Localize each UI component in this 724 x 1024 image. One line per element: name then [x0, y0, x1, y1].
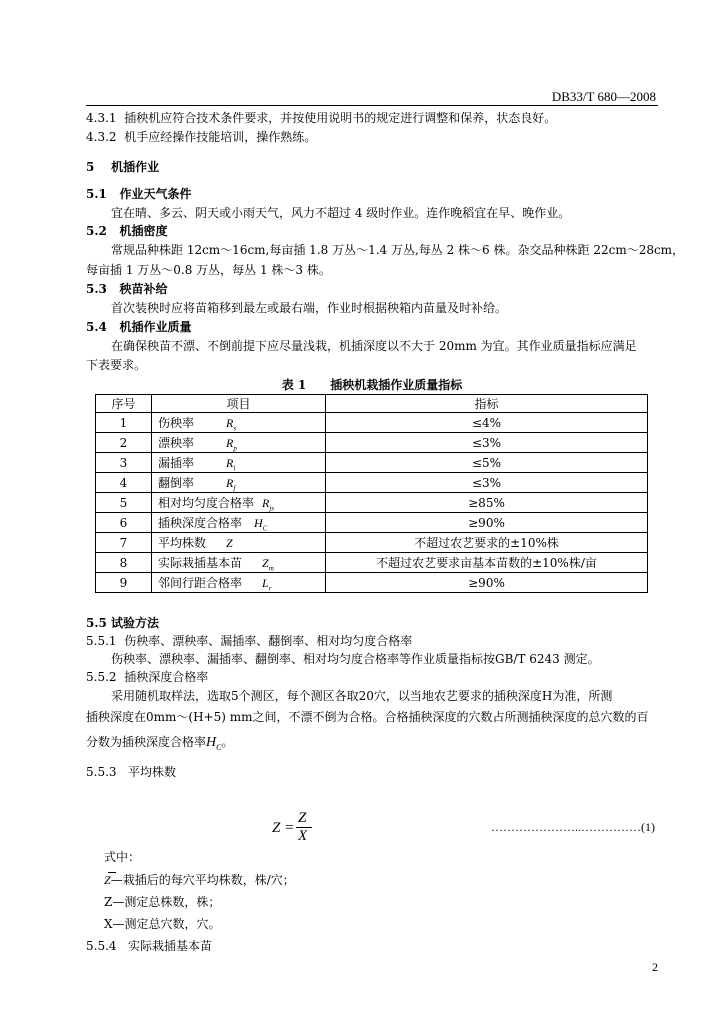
index-value: ≤4% [326, 413, 648, 433]
index-value: ≤5% [326, 453, 648, 473]
symbol-letter: R [226, 476, 234, 490]
symbol-letter: H [254, 516, 263, 530]
clause-5-5-2 [86, 670, 208, 684]
definition-3: X—测定总穴数，穴。 [104, 917, 221, 931]
paragraph: 首次装秧时应将苗箱移到最左或最右端，作业时根据秧箱内苗量及时补给。 [111, 301, 508, 315]
table-row [96, 573, 648, 593]
section-5-4-heading [86, 320, 191, 334]
item-symbol [262, 556, 274, 572]
clause-4-3-2 [86, 130, 316, 144]
definition-text: —栽插后的每穴平均株数，株/穴； [110, 873, 295, 887]
paragraph-end: 。 [221, 735, 234, 749]
row-number: 5 [96, 493, 152, 513]
item-symbol [226, 536, 233, 552]
formula-denominator: X [298, 828, 308, 844]
section-title: 机插密度 [119, 224, 168, 238]
symbol-subscript: r [268, 584, 272, 593]
clause-number: 5.5.2 [86, 670, 117, 684]
symbol-z-bar: Z [104, 873, 111, 887]
item-name: 邻间行距合格率 [158, 576, 243, 590]
quality-index-table [95, 394, 648, 593]
column-header: 指标 [326, 395, 648, 413]
item-symbol [226, 416, 236, 432]
item-name: 伤秧率 [158, 416, 195, 430]
row-number: 8 [96, 553, 152, 573]
definition-2: Z—测定总株数，株； [104, 895, 221, 909]
section-number: 5.1 [86, 187, 107, 201]
table-row [96, 513, 648, 533]
row-number: 3 [96, 453, 152, 473]
row-number: 4 [96, 473, 152, 493]
section-5-heading [86, 160, 159, 174]
item-cell [152, 553, 326, 573]
item-name: 漏插率 [158, 456, 195, 470]
table-row [96, 533, 648, 553]
clause-number: 5.5.3 [86, 765, 117, 779]
where-label: 式中： [104, 850, 141, 864]
clause-5-5-3 [86, 765, 176, 779]
section-5-2-heading [86, 224, 167, 238]
table-caption: 表 1 插秧机栽插作业质量指标 [281, 378, 463, 392]
table-row [96, 433, 648, 453]
item-symbol [226, 436, 237, 452]
clause-number: 4.3.2 [86, 130, 117, 144]
symbol-letter: R [226, 416, 234, 430]
index-value: ≥90% [326, 573, 648, 593]
index-value: ≤3% [326, 433, 648, 453]
clause-title: 实际栽插基本苗 [128, 939, 213, 953]
clause-title: 插秧深度合格率 [124, 670, 209, 684]
row-number: 9 [96, 573, 152, 593]
clause-text: 插秧机应符合技术条件要求，并按使用说明书的规定进行调整和保养，状态良好。 [124, 111, 557, 125]
item-cell [152, 413, 326, 433]
symbol-subscript: m [268, 564, 274, 573]
paragraph-continued: 下表要求。 [86, 358, 147, 372]
column-header: 序号 [96, 395, 152, 413]
item-cell [152, 493, 326, 513]
paragraph: 宜在晴、多云、阴天或小雨天气，风力不超过 4 级时作业。连作晚稻宜在早、晚作业。 [111, 206, 571, 220]
paragraph-continued [86, 735, 234, 755]
item-name: 相对均匀度合格率 [158, 496, 255, 510]
formula-lhs: Z = [272, 820, 295, 836]
section-5-1-heading [86, 187, 191, 201]
paragraph-continued: 插秧深度在0mm～(H+5) mm之间，不漂不倒为合格。合格插秧深度的穴数占所测插秧深度的总穴数的百 [86, 710, 649, 724]
index-value: 不超过农艺要求的±10%株 [326, 533, 648, 553]
clause-4-3-1 [86, 111, 556, 125]
header-rule [86, 105, 658, 106]
formula-numerator: Z [298, 810, 307, 826]
section-number: 5 [86, 160, 95, 174]
item-cell [152, 533, 326, 553]
symbol-subscript: p [233, 444, 237, 453]
section-number: 5.4 [86, 320, 107, 334]
table-row [96, 553, 648, 573]
symbol-letter: R [262, 496, 270, 510]
section-title: 秧苗补给 [119, 282, 168, 296]
index-value: ≥85% [326, 493, 648, 513]
item-symbol [262, 496, 274, 512]
clause-number: 5.5.4 [86, 939, 117, 953]
clause-title: 伤秧率、漂秧率、漏插率、翻倒率、相对均匀度合格率 [124, 634, 413, 648]
section-title: 机插作业质量 [119, 320, 192, 334]
row-number: 7 [96, 533, 152, 553]
item-name: 翻倒率 [158, 476, 195, 490]
table-row [96, 473, 648, 493]
clause-number: 5.5.1 [86, 634, 117, 648]
item-cell [152, 473, 326, 493]
row-number: 6 [96, 513, 152, 533]
symbol-letter: Z [262, 556, 269, 570]
section-title: 作业天气条件 [119, 187, 192, 201]
item-name: 插秧深度合格率 [158, 516, 243, 530]
paragraph: 伤秧率、漂秧率、漏插率、翻倒率、相对均匀度合格率等作业质量指标按GB/T 6243 测定。 [111, 652, 600, 666]
clause-text: 机手应经操作技能培训，操作熟练。 [124, 130, 317, 144]
paragraph-text: 分数为插秧深度合格率 [86, 735, 207, 749]
symbol-subscript: s [233, 424, 237, 433]
index-value: 不超过农艺要求亩基本苗数的±10%株/亩 [326, 553, 648, 573]
symbol-subscript: f [233, 484, 236, 493]
clause-number: 4.3.1 [86, 111, 117, 125]
symbol-letter: L [262, 576, 269, 590]
item-name: 漂秧率 [158, 436, 195, 450]
table-row [96, 453, 648, 473]
item-cell [152, 573, 326, 593]
document-code: DB33/T 680—2008 [551, 89, 656, 104]
symbol-subscript: js [269, 504, 275, 513]
clause-5-5-1 [86, 634, 412, 648]
table-row [96, 493, 648, 513]
item-symbol [254, 516, 267, 532]
section-5-3-heading [86, 282, 167, 296]
page-number: 2 [652, 960, 658, 974]
item-cell [152, 433, 326, 453]
item-symbol [262, 576, 271, 592]
index-value: ≥90% [326, 513, 648, 533]
section-number: 5.2 [86, 224, 107, 238]
symbol-subscript: C [216, 742, 222, 752]
formula-number: …………………..……………(1) [491, 820, 655, 834]
table-header-row [96, 395, 648, 413]
symbol-letter: H [206, 735, 217, 750]
section-title: 机插作业 [111, 160, 160, 174]
paragraph: 常规品种株距 12cm～16cm,每亩插 1.8 万丛～1.4 万丛,每丛 2 株～6 株。杂交品种株距 22cm～28cm， [111, 243, 685, 257]
symbol-letter: R [226, 436, 234, 450]
row-number: 1 [96, 413, 152, 433]
row-number: 2 [96, 433, 152, 453]
paragraph: 在确保秧苗不漂、不倒前提下应尽量浅栽，机插深度以不大于 20mm 为宜。其作业质量指标应满足 [111, 339, 637, 353]
item-symbol [226, 476, 235, 492]
symbol-letter: Z [226, 536, 233, 550]
section-number: 5.3 [86, 282, 107, 296]
symbol-letter: R [226, 456, 234, 470]
item-cell [152, 513, 326, 533]
definition-1 [104, 873, 295, 887]
item-cell [152, 453, 326, 473]
column-header: 项目 [152, 395, 326, 413]
item-name: 平均株数 [158, 536, 207, 550]
symbol-hc [206, 735, 221, 750]
item-name: 实际栽插基本苗 [158, 556, 243, 570]
section-5-5-heading: 5.5 试验方法 [86, 616, 160, 630]
symbol-subscript: l [233, 464, 236, 473]
table-row [96, 413, 648, 433]
symbol-subscript: C [262, 524, 268, 533]
paragraph: 采用随机取样法，选取5个测区，每个测区各取20穴，以当地农艺要求的插秧深度H为准，所测 [111, 689, 613, 703]
clause-5-5-4 [86, 939, 212, 953]
index-value: ≤3% [326, 473, 648, 493]
item-symbol [226, 456, 235, 472]
clause-title: 平均株数 [128, 765, 177, 779]
paragraph-continued: 每亩插 1 万丛～0.8 万丛，每丛 1 株～3 株。 [86, 263, 331, 277]
